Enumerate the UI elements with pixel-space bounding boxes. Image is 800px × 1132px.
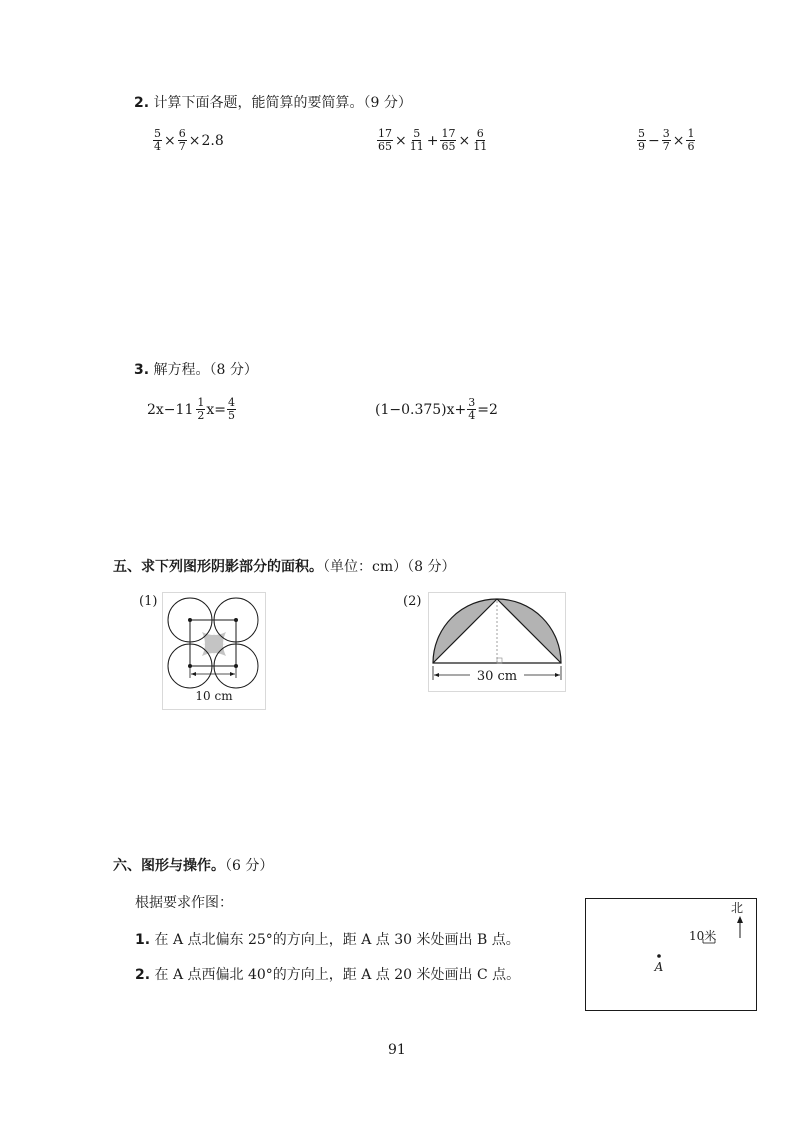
q2-instruction: 计算下面各题，能简算的要简算。: [153, 95, 364, 111]
equation-part: (1−0.375)x+: [375, 401, 467, 418]
circle-center-dot: [188, 618, 192, 622]
operator: ×: [672, 132, 685, 149]
operator: ×: [164, 132, 176, 149]
section-6-item-1: [135, 929, 520, 949]
fraction: $\frac{17}{65}$: [441, 127, 456, 153]
section-6-intro: 根据要求作图：: [135, 895, 233, 911]
fraction: $\frac{6}{7}$: [178, 127, 186, 153]
section-6-score: （6 分）: [225, 858, 274, 874]
arrow-left-icon: [191, 672, 196, 676]
equation-part: x=: [206, 401, 227, 418]
figure-1-label: (1): [139, 594, 158, 609]
page-number: 91: [388, 1042, 406, 1058]
point-a-label: A: [654, 960, 664, 974]
arrow-left-icon: [434, 673, 439, 677]
item-number: 1.: [135, 932, 151, 948]
q2-number: 2.: [134, 95, 150, 111]
section-6-title: 六、图形与操作。: [113, 858, 225, 874]
arrow-right-icon: [230, 672, 235, 676]
q2-score: （9 分）: [363, 95, 412, 111]
point-a-dot: [657, 954, 661, 958]
operator: ×: [395, 132, 407, 149]
map-frame: [586, 899, 757, 1011]
section-6-heading: [113, 855, 273, 875]
operator: ×: [188, 132, 201, 149]
fraction: $\frac{1}{2}$: [197, 396, 205, 422]
figure-1-dimension: 10 cm: [195, 689, 233, 703]
circle-center-dot: [234, 618, 238, 622]
equation-part: =2: [477, 401, 498, 418]
figure-2-semicircle: [428, 592, 566, 692]
operator: −: [648, 132, 660, 149]
fraction: $\frac{1}{6}$: [687, 127, 695, 153]
fraction: $\frac{5}{11}$: [409, 127, 424, 153]
item-text: 在 A 点北偏东 25°的方向上，距 A 点 30 米处画出 B 点。: [154, 932, 520, 948]
q3-score: （8 分）: [209, 362, 258, 378]
figure-2-dimension: 30 cm: [476, 669, 518, 684]
figure-1-four-circles: [162, 592, 266, 710]
section-5-heading: [113, 556, 455, 576]
q2-heading: [134, 92, 412, 112]
circle-center-dot: [188, 664, 192, 668]
right-angle-mark: [497, 658, 502, 663]
scale-label: 10米: [689, 929, 717, 943]
q3-equation-2: [375, 397, 498, 422]
fraction: $\frac{17}{65}$: [378, 127, 392, 153]
q2-expression-3: [636, 128, 696, 153]
section-5-score: （8 分）: [407, 559, 456, 575]
fraction: $\frac{4}{5}$: [228, 396, 236, 422]
fraction: $\frac{6}{11}$: [473, 127, 488, 153]
section-5-unit: （单位：cm）: [323, 559, 408, 575]
q2-expression-2: [376, 128, 489, 153]
figure-2-label: (2): [403, 594, 422, 609]
direction-map: [585, 898, 757, 1011]
fraction: $\frac{3}{4}$: [468, 396, 476, 422]
q3-instruction: 解方程。: [153, 362, 210, 378]
fraction: $\frac{5}{4}$: [154, 127, 161, 153]
fraction: $\frac{3}{7}$: [662, 127, 670, 153]
section-5-title: 五、求下列图形阴影部分的面积。: [113, 559, 323, 575]
north-label: 北: [730, 901, 744, 915]
mixed-number-whole: 1: [184, 401, 194, 418]
q3-number: 3.: [134, 362, 150, 378]
fraction: $\frac{5}{9}$: [638, 127, 645, 153]
equation-part: 2x−1: [147, 401, 185, 418]
q2-expression-1: [152, 128, 224, 153]
operator: +: [426, 132, 439, 149]
circle-center-dot: [234, 664, 238, 668]
q3-heading: [134, 359, 258, 379]
item-number: 2.: [135, 967, 151, 983]
section-6-item-2: [135, 964, 520, 984]
arrow-right-icon: [555, 673, 560, 677]
q3-equation-1: [147, 397, 237, 422]
item-text: 在 A 点西偏北 40°的方向上，距 A 点 20 米处画出 C 点。: [154, 967, 521, 983]
operator: ×: [458, 132, 471, 149]
number: 2.8: [201, 132, 224, 149]
